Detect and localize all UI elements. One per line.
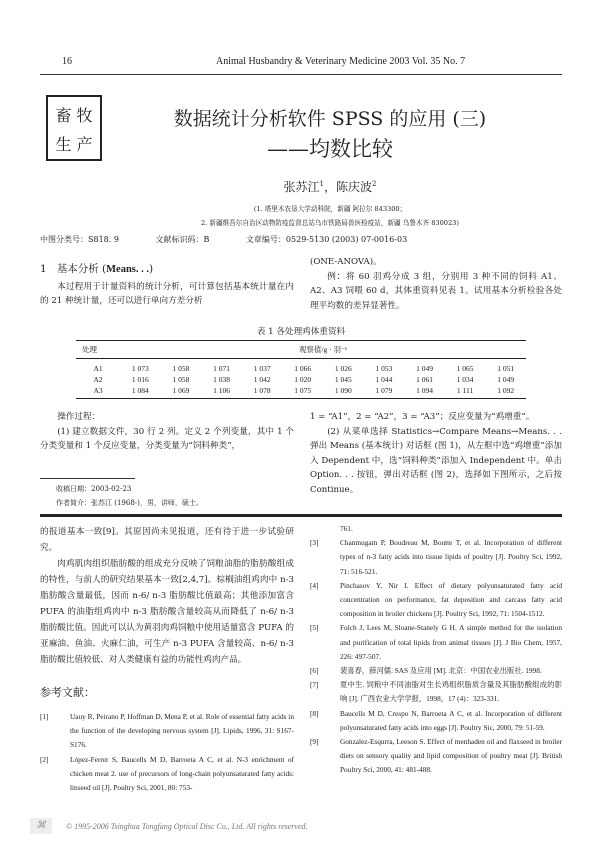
reference-item [310,579,562,622]
procedure-heading: 操作过程： [57,412,101,422]
references-left [40,710,294,795]
left-column-top [40,262,294,309]
procedure-left [40,410,294,454]
footer [30,818,308,834]
table-cell: 1 020 [294,375,312,384]
data-table [76,340,526,399]
column-label-box [46,95,102,161]
paragraph: 本过程用于计量资料的统计分析，可计算包括基本统计量在内的 21 种统计量，还可以进行单向方差分析 [40,281,294,306]
title-main: 数据统计分析软件 SPSS 的应用 (三) [173,108,487,130]
section-heading: 1 基本分析 (Means. . .) [40,263,154,275]
table-cell: 1 044 [375,375,393,384]
table-cell: 1 061 [416,375,433,384]
table-cell: 1 034 [456,375,474,384]
reference-number: [9] [310,737,319,747]
reference-text: Chanmugam P, Boudreau M, Boutte T, et al. Incorporation of different types of n-3 fatty acids into tissue lipids of poultry [J]. Poultry Sci, 1992, 71: 516-521. [340,538,562,576]
reference-item [310,678,562,706]
reference-text: Folch J, Lees M, Sloane-Stanely G H. A simple method for the isolation and purification of total lipids from animal tissues [J]. J Bio Chem, 1957, 226: 497-507. [340,623,562,661]
table-cell: 1 106 [201,385,242,399]
affiliation-2: 2. 新疆维吾尔自治区动物防疫监督总站乌市铁路局兽医检疫站，新疆 乌鲁木齐 830023) [201,219,459,227]
page-number: 16 [62,56,72,67]
row-label: A1 [93,364,103,373]
author-1-affil: 1 [319,180,324,188]
table-cell: 1 016 [131,375,149,384]
table-cell: 1 065 [456,364,474,373]
journal-info: Animal Husbandry & Veterinary Medicine 2003 Vol. 35 No. 7 [216,56,466,67]
reference-item [40,710,294,753]
header-rule [40,74,562,75]
author-bio: 作者简介：张苏江 (1968-)，男，讲师，硕士。 [56,499,203,507]
table-row [76,359,526,375]
table-cell: 1 069 [161,385,202,399]
reference-text: Gonzalez-Esqurra, Leeson S. Effect of menhaden oil and flaxseed in broiler diets on sensory quality and lipid composition of poultry meat [J]. British Poultry Sci, 2000, 41: 481-488. [340,737,562,775]
step-2: (2) 从菜单选择 Statistics→Compare Means→Means. . . 弹出 Means (基本统计) 对话框 (图 1)，从左框中选“鸡增重”添加入 Dependent 中，选“饲料种类”添加入 Independent 中。单击 Option. . . 按钮，弹出对话框 (图 2)，选择如下图所示，之后按 Continue。 [310,426,562,495]
table-cell: 1 049 [497,375,515,384]
reference-number: [6] [310,666,319,676]
table-caption: 表 1 各处理鸡体重资料 [256,327,346,337]
title-sub: ——均数比较 [267,137,393,161]
table-cell: 1 049 [416,364,433,373]
classification-line [40,234,441,245]
reference-number: [2] [40,754,49,764]
row-label: A2 [93,375,103,384]
paragraph: 例：将 60 羽鸡分成 3 组，分别用 3 种不同的饲料 A1、A2、A3 饲喂 60 d，其体重资料见表 1。试用基本分析检验各处理平均数的差异显著性。 [310,271,562,311]
table-row [76,385,526,399]
reference-number: [1] [40,712,49,721]
table-cell: 1 092 [485,385,526,399]
table-cell: 1 094 [404,385,445,399]
reference-number: [3] [310,538,319,548]
table-cell: 1 073 [131,364,149,373]
document-code: 文献标识码：B [155,235,210,244]
footnote-rule [40,478,135,479]
table-cell: 1 111 [445,385,486,399]
reference-number: [4] [310,580,319,590]
article-title [150,104,510,164]
author-2: ，陈庆波 [324,180,373,194]
table-cell: 1 084 [120,385,161,399]
section-divider [40,514,562,517]
references-heading: 参考文献： [40,686,95,699]
table-cell: 1 037 [253,364,271,373]
reference-item [310,536,562,579]
procedure-right [310,410,562,497]
reference-text: 裴喜春，薛河儒. SAS 及应用 [M]. 北京：中国农业出版社. 1998. [340,666,542,676]
table-cell: 1 078 [242,385,283,399]
table-cell: 1 045 [334,375,352,384]
lower-left-text [40,524,294,668]
reference-text: 夏中生. 饲粮中不同油脂对生长鸡组织脂质含量及其脂肪酸组成的影响 [J]. 广西农业大学学报，1998，17 (4)：323-331. [340,680,562,704]
copyright: © 1995-2006 Tsinghua Tongfang Optical Disc Co., Ltd. All rights reserved. [66,821,308,831]
table-cell: 1 058 [172,375,190,384]
table-cell: 1 079 [364,385,405,399]
table-cell: 1 058 [172,364,190,373]
table-cell: 1 053 [375,364,393,373]
reference-number: [8] [310,708,319,718]
authors [150,178,510,195]
table-cell: 1 090 [323,385,364,399]
publisher-logo-icon: ⌘ [30,818,52,834]
col-header-observed: 观察值/g · 羽⁻¹ [120,341,526,359]
reference-item [310,522,562,536]
table-row [76,374,526,385]
reference-number: [7] [310,680,319,690]
author-1: 张苏江 [283,180,320,194]
right-column-top [310,255,562,313]
step-1-cont: 1 = “A1”，2 = “A2”，3 = “A3”；反应变量为“鸡增重”。 [310,412,535,422]
column-label-line1: 畜 牧 [55,106,93,125]
affiliation-1: (1. 塔里木农垦大学动科院，新疆 阿拉尔 843300； [253,205,407,213]
reference-number: [5] [310,623,319,633]
references-right [310,522,562,778]
table-cell: 1 042 [253,375,271,384]
article-number: 文章编号：0529-5130 (2003) 07-0016-03 [245,235,408,244]
step-1: (1) 建立数据文件，30 行 2 列。定义 2 个列变量，其中 1 个分类变量和 1 个反应变量，分类变量为“饲料种类”， [40,426,294,451]
received-date: 收稿日期：2003-02-23 [56,485,132,493]
paragraph-cont: (ONE-ANOVA)。 [310,257,382,267]
clc-number: 中图分类号：S818. 9 [40,235,119,244]
reference-item [310,664,562,678]
reference-item [310,621,562,664]
reference-item [40,753,294,796]
table-cell: 1 075 [282,385,323,399]
paragraph: 的报道基本一致[9]。其原因尚未见报道，还有待于进一步试验研究。 [40,527,294,553]
table-cell: 1 071 [213,364,230,373]
reference-text: Pinchasov Y, Nir I. Effect of dietary polyunsaturated fatty acid concentration on performance, fat deposition and carcass fatty acid composition in broiler chickens [J]. Poultry Sci, 1992, 71: 1504-1512. [340,580,562,619]
col-header-treatment: 处理 [76,341,120,359]
author-2-affil: 2 [372,180,377,188]
reference-text: Baucells M D, Crespo N, Barroeta A C, et al. Incorporation of different polyunsaturated fatty acids into eggs [J]. Poultry Sic, 2000, 79: 51-59. [340,708,562,732]
reference-text: Uauy R, Peirano P, Hoffman D, Mena P, et al. Role of essential fatty acids in the function of the developing nervous system [J]. Lipids, 1996, 31: S167-S176. [70,712,294,750]
reference-text: 761. [340,524,353,533]
table-cell: 1 026 [334,364,352,373]
table-cell: 1 066 [294,364,312,373]
column-label-line2: 生 产 [55,135,93,154]
reference-item [310,707,562,735]
reference-number [310,522,340,536]
table-cell: 1 051 [497,364,515,373]
row-label: A3 [76,385,120,399]
reference-text: López-Ferrer S, Baucells M D, Barroeta A C, et al. N-3 enrichment of chicken meat 2. use of precursors of long-chain polyunsaturated fatty acids: linseed oil [J]. Poultry Sci, 2001, 80: 753- [70,754,294,793]
table-cell: 1 038 [213,375,230,384]
paragraph: 肉鸡肌肉组织脂肪酸的组成充分反映了饲粮油脂的脂肪酸组成的特性，与前人的研究结果基本一致[2,4,7]。棕榈油组鸡肉中 n-3 脂肪酸含量最低，因而 n-6/ n-3 脂肪酸比值最高；其他添加富含 PUFA 的油脂组鸡肉中 n-3 脂肪酸含量较高从而降低了 n-6/ n-3 脂肪酸比值。因此可以认为黄羽肉鸡饲粮中使用适量富含 PUFA 的亚麻油、鱼油、火麻仁油，可生产 n-3 PUFA 含量较高、n-6/ n-3 脂肪酸比值较低、对人类健康有益的功能性鸡肉产品。 [40,559,294,665]
reference-item [310,735,562,778]
